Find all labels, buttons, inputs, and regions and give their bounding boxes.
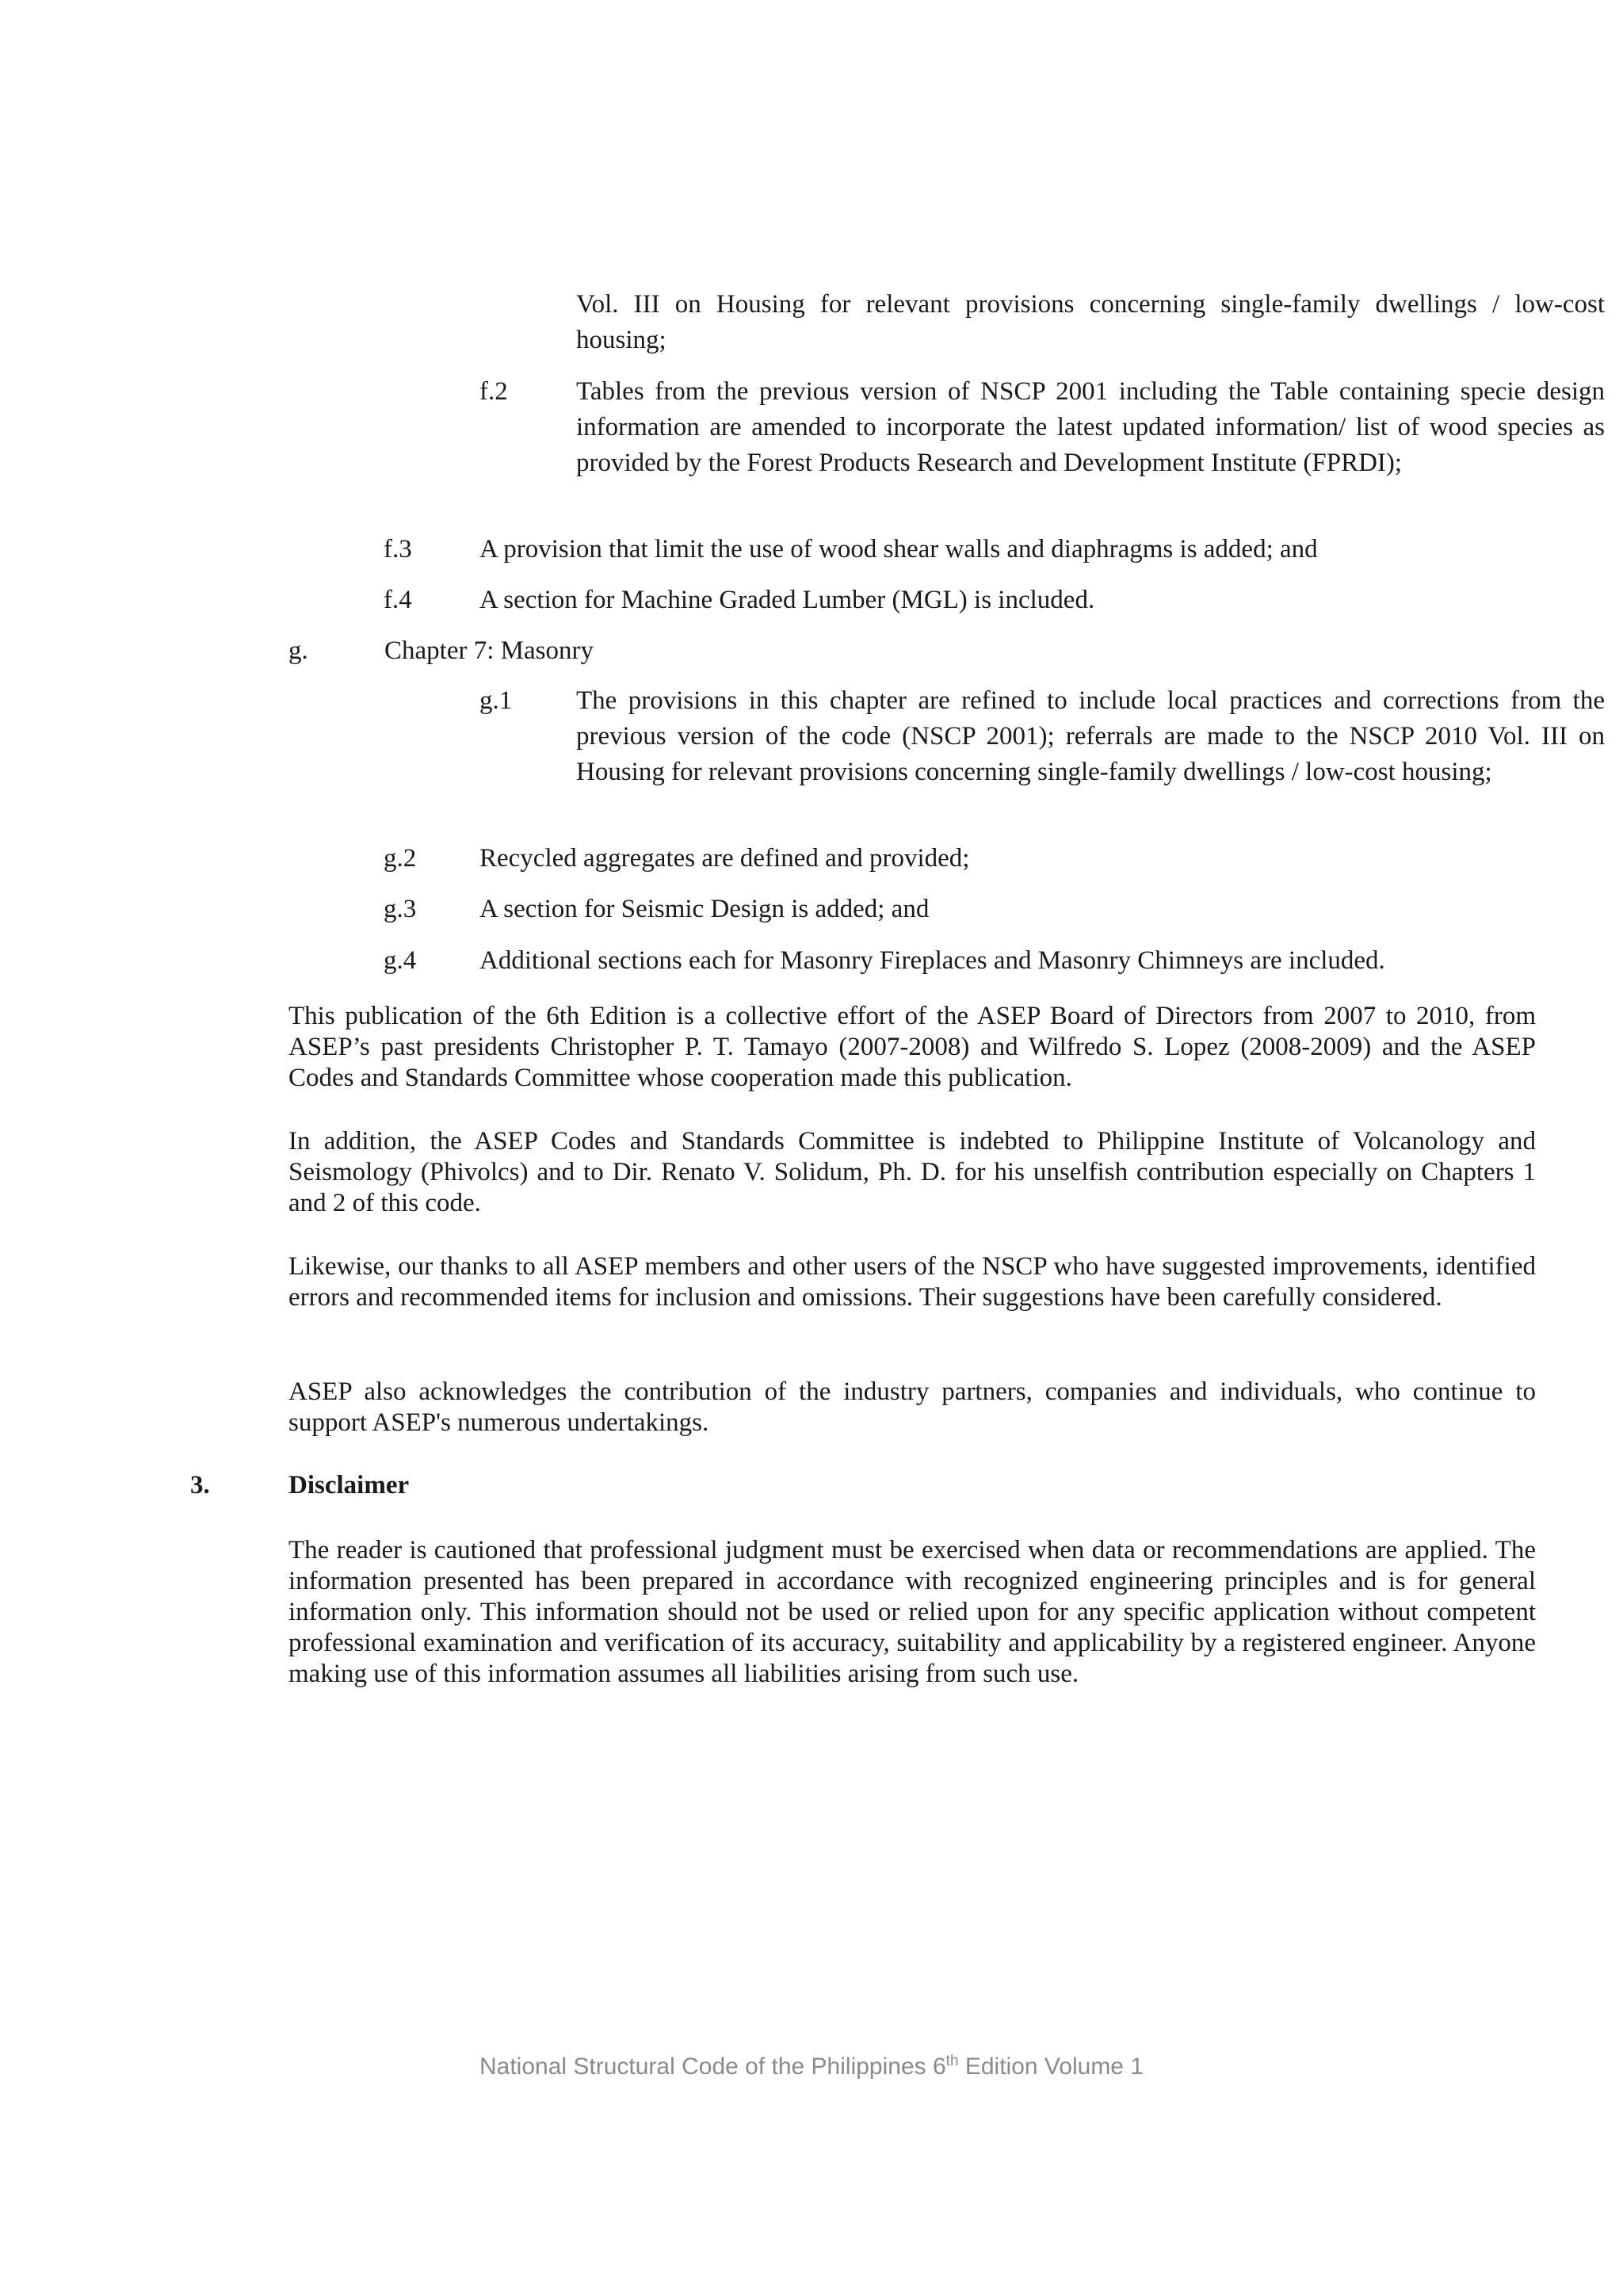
footer-text: National Structural Code of the Philippines 6 bbox=[479, 2053, 946, 2080]
footer-text-end: Edition Volume 1 bbox=[958, 2053, 1144, 2080]
chapter-title: Chapter 7: Masonry bbox=[384, 636, 594, 665]
item-text: The provisions in this chapter are refined to include local practices and corrections from the previous version of the code (NSCP 2001); referrals are made to the NSCP 2010 Vol. III on Housing for relevant provisions concerning single-family dwellings / low-cost housing; bbox=[576, 686, 1605, 786]
footer-superscript: th bbox=[945, 2053, 959, 2069]
continuation-text: Vol. III on Housing for relevant provisions concerning single-family dwellings / low-cost housing; bbox=[576, 290, 1605, 354]
item-text: Tables from the previous version of NSCP 2001 including the Table containing specie design information are amended to incorporate the latest updated information/ list of wood species as provided by the Forest Products Research and Development Institute (FPRDI); bbox=[576, 377, 1605, 477]
item-text: A provision that limit the use of wood shear walls and diaphragms is added; and bbox=[479, 535, 1318, 563]
item-text: A section for Seismic Design is added; and bbox=[479, 895, 930, 923]
item-label: f.4 bbox=[384, 586, 412, 614]
paragraph-disclaimer: The reader is cautioned that professional judgment must be exercised when data or recommendations are applied. The information presented has been prepared in accordance with recognized engineering principles and is for general information only. This information should not be used or relied upon for any specific application without competent professional examination and verification of its accuracy, suitability and applicability by a registered engineer. Anyone making use of this information assumes all liabilities arising from such use. bbox=[288, 1536, 1536, 1688]
section-title: Disclaimer bbox=[288, 1471, 410, 1499]
item-label: f.3 bbox=[384, 535, 412, 563]
item-label: g.4 bbox=[384, 946, 417, 975]
item-text: Recycled aggregates are defined and provided; bbox=[479, 844, 970, 873]
chapter-label: g. bbox=[288, 636, 308, 665]
section-number: 3. bbox=[190, 1471, 210, 1499]
paragraph-industry: ASEP also acknowledges the contribution of the industry partners, companies and individuals, who continue to support ASEP's numerous undertakings. bbox=[288, 1377, 1536, 1437]
item-text: Additional sections each for Masonry Fireplaces and Masonry Chimneys are included. bbox=[479, 946, 1385, 975]
paragraph-thanks: Likewise, our thanks to all ASEP members and other users of the NSCP who have suggested improvements, identified errors and recommended items for inclusion and omissions. Their suggestions have been carefully considered. bbox=[288, 1252, 1536, 1312]
page-footer bbox=[0, 2053, 1623, 2080]
paragraph-acknowledgement: In addition, the ASEP Codes and Standards Committee is indebted to Philippine Institute of Volcanology and Seismology (Phivolcs) and to Dir. Renato V. Solidum, Ph. D. for his unselfish contribution especially on Chapters 1 and 2 of this code. bbox=[288, 1127, 1536, 1217]
paragraph-publication: This publication of the 6th Edition is a collective effort of the ASEP Board of Directors from 2007 to 2010, from ASEP’s past presidents Christopher P. T. Tamayo (2007-2008) and Wilfredo S. Lopez (2008-2009) and the ASEP Codes and Standards Committee whose cooperation made this publication. bbox=[288, 1002, 1536, 1092]
item-label: f.2 bbox=[479, 377, 508, 406]
item-label: g.2 bbox=[384, 844, 417, 873]
item-text: A section for Machine Graded Lumber (MGL) is included. bbox=[479, 586, 1095, 614]
item-label: g.1 bbox=[479, 686, 513, 715]
item-label: g.3 bbox=[384, 895, 417, 923]
